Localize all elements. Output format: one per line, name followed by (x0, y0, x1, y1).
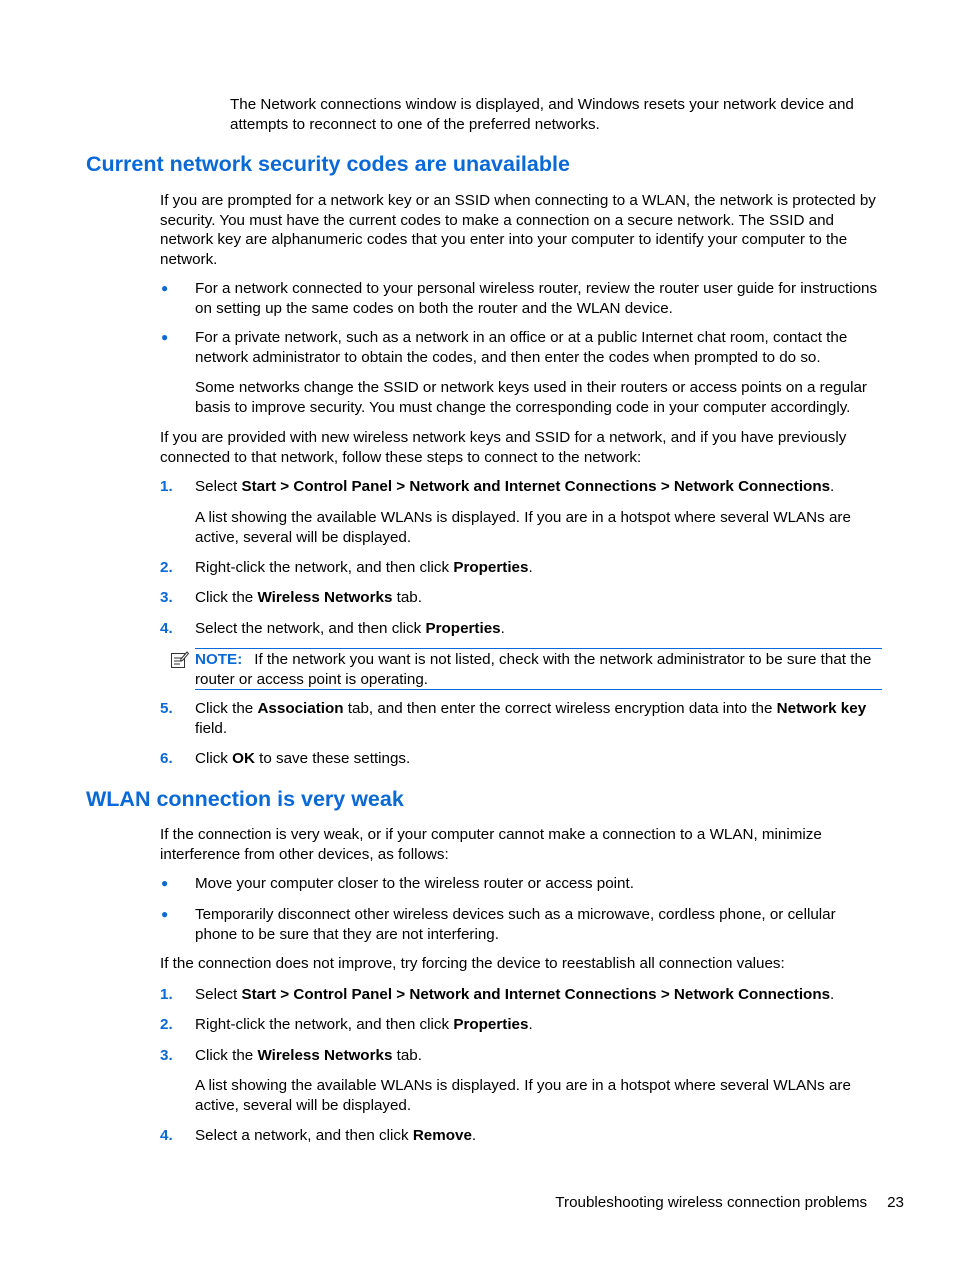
footer-title: Troubleshooting wireless connection problems (555, 1194, 868, 1211)
intro-paragraph: The Network connections window is displayed, and Windows resets your network device and attempts to reconnect to one of the preferred networks. (230, 96, 854, 133)
step-text-end: tab. (392, 1047, 422, 1064)
step-number: 3. (160, 589, 173, 606)
step-number: 1. (160, 986, 173, 1003)
bullet-text: Move your computer closer to the wireless router or access point. (195, 875, 634, 892)
bullet-icon: ● (161, 330, 169, 344)
step-text-end: field. (195, 719, 228, 737)
step-text: Right-click the network, and then click (195, 559, 454, 576)
step-text-end: . (500, 620, 505, 637)
section2-paragraph-2: If the connection does not improve, try forcing the device to reestablish all connection values: (160, 955, 785, 972)
step-bold-text: Start > Control Panel > Network and Internet Connections > Network Connections (241, 478, 831, 495)
step-bold-text: Start > Control Panel > Network and Internet Connections > Network Connections (241, 986, 831, 1003)
step-text-end: . (830, 478, 835, 495)
step-number: 4. (160, 620, 173, 637)
step-text: Select (195, 478, 242, 495)
step-number: 2. (160, 1016, 173, 1033)
step-bold-text: Wireless Networks (257, 1047, 393, 1064)
section1-paragraph-2: If you are provided with new wireless network keys and SSID for a network, and if you have previously connected to that network, follow these steps to connect to the network: (160, 429, 847, 466)
bullet-icon: ● (161, 281, 169, 295)
step-number: 6. (160, 750, 173, 767)
section-heading-security-codes: Current network security codes are unavailable (86, 152, 570, 176)
bullet-icon: ● (161, 876, 169, 890)
step-text-middle: tab, and then enter the correct wireless encryption data into the (343, 700, 777, 717)
bullet-text: For a network connected to your personal wireless router, review the router user guide for instructions on setting up the same codes on both the router and the WLAN device. (195, 280, 878, 317)
step-number: 4. (160, 1127, 173, 1144)
step-number: 5. (160, 700, 173, 717)
step-text-end: . (830, 986, 835, 1003)
step-text-end: to save these settings. (254, 750, 411, 767)
step-number: 3. (160, 1047, 173, 1064)
step-bold-text: Remove (412, 1127, 472, 1144)
step-text: Click (195, 750, 233, 767)
step-bold-text: Properties (425, 620, 501, 637)
step-bold-text: Properties (453, 559, 529, 576)
step-text: Select a network, and then click (195, 1127, 413, 1144)
step-bold-text-2: Network key (776, 700, 867, 717)
step-text: Right-click the network, and then click (195, 1016, 454, 1033)
step-text-end: . (528, 559, 533, 576)
section1-paragraph-1: If you are prompted for a network key or an SSID when connecting to a WLAN, the network is protected by security. You must have the current codes to make a connection on a secure network. The SSID and network key are alphanumeric codes that you enter into your computer to identify your computer to the network. (160, 192, 876, 268)
step-text: Click the (195, 1047, 258, 1064)
step-3-sub-paragraph: A list showing the available WLANs is displayed. If you are in a hotspot where several WLANs are active, several will be displayed. (195, 1077, 851, 1114)
bullet-text: For a private network, such as a network in an office or at a public Internet chat room, contact the network administrator to obtain the codes, and then enter the codes when prompted to do so. (195, 329, 848, 366)
step-number: 1. (160, 478, 173, 495)
note-label: NOTE: (195, 651, 243, 668)
page-footer (535, 1193, 904, 1213)
note-text: If the network you want is not listed, check with the network administrator to be sure that the router or access point is operating. (195, 651, 872, 688)
step-bold-text: Association (257, 700, 344, 717)
step-text: Select the network, and then click (195, 620, 426, 637)
step-1-sub-paragraph: A list showing the available WLANs is displayed. If you are in a hotspot where several WLANs are active, several will be displayed. (195, 509, 851, 546)
bullet-icon: ● (161, 907, 169, 921)
bullet-sub-paragraph: Some networks change the SSID or network keys used in their routers or access points on a regular basis to improve security. You must change the corresponding code in your computer accordingly. (195, 379, 867, 416)
step-text: Click the (195, 700, 258, 717)
note-box (195, 648, 882, 690)
step-text-end: . (471, 1127, 477, 1144)
page-number: 23 (887, 1194, 904, 1211)
section2-paragraph-1: If the connection is very weak, or if your computer cannot make a connection to a WLAN, minimize interference from other devices, as follows: (160, 826, 822, 863)
note-icon (170, 650, 189, 675)
step-bold-text: Wireless Networks (257, 589, 393, 606)
section-heading-weak-connection: WLAN connection is very weak (86, 787, 404, 811)
bullet-text: Temporarily disconnect other wireless devices such as a microwave, cordless phone, or cellular phone to be sure that they are not interfering. (195, 906, 836, 943)
step-bold-text: Properties (453, 1016, 529, 1033)
step-text-end: tab. (392, 589, 422, 606)
step-text: Click the (195, 589, 258, 606)
step-number: 2. (160, 559, 173, 576)
step-text: Select (195, 986, 242, 1003)
step-bold-text: OK (232, 750, 255, 767)
step-text-end: . (528, 1016, 533, 1033)
